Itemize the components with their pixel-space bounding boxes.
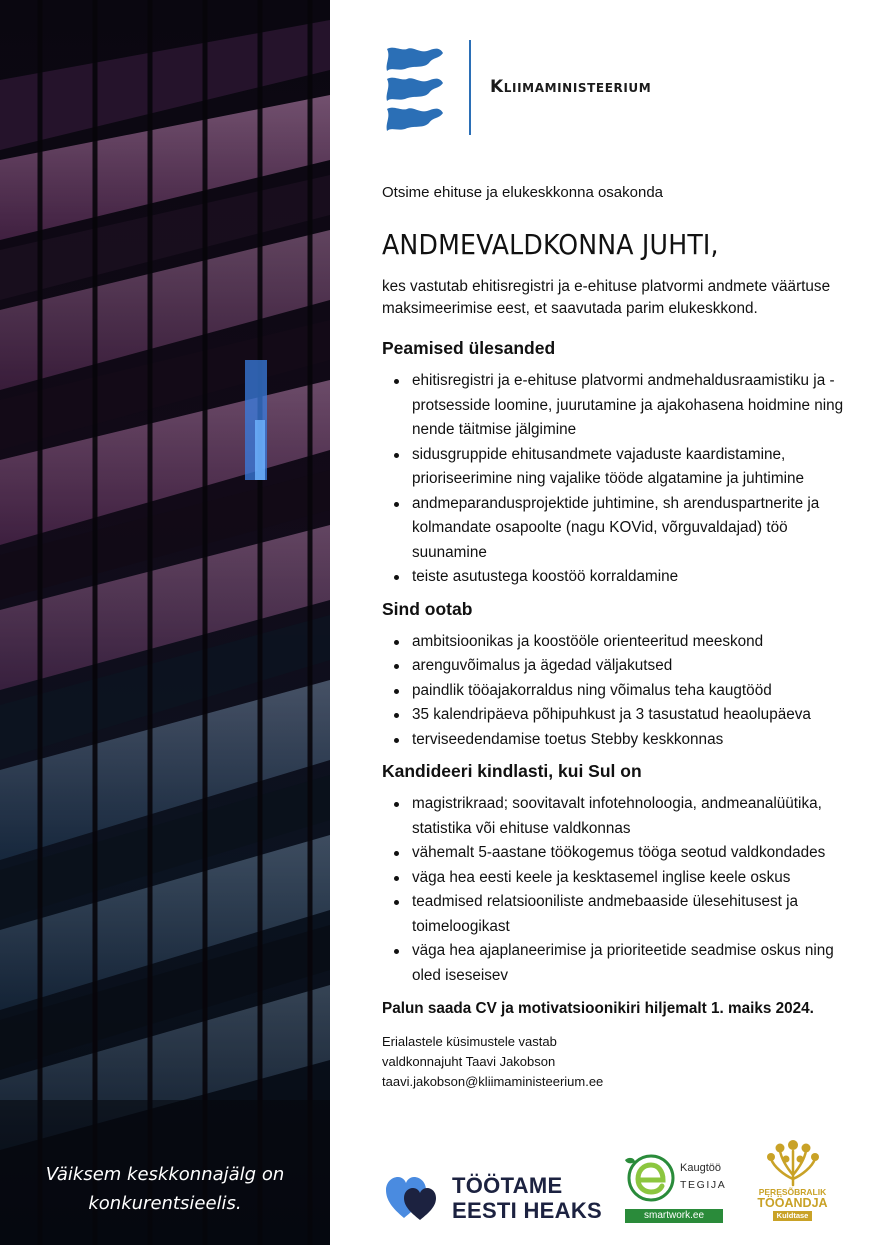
ttm-line-2: EESTI HEAKS bbox=[452, 1198, 602, 1223]
list-item: ehitisregistri ja e-ehituse platvormi andmehaldusraamistiku ja -protsesside loomine, juurutamine ja ajakohasena hoidmine ning nende täitmise jälgimine bbox=[382, 369, 852, 443]
list-item: andmeparandusprojektide juhtimine, sh arenduspartnerite ja kolmandate osapoolte (nagu KOVid, võrguvaldajad) töö suunamine bbox=[382, 492, 852, 566]
contact-email-link[interactable]: taavi.jakobson@kliimaministeerium.ee bbox=[382, 1074, 604, 1089]
job-ad bbox=[382, 182, 852, 1092]
section-heading-offer: Sind ootab bbox=[382, 598, 473, 619]
list-item: magistrikraad; soovitavalt infotehnoloogia, andmeanalüütika, statistika või ehituse valdkonnas bbox=[382, 792, 852, 841]
smartwork-line-1: Kaugtöö bbox=[680, 1162, 721, 1174]
list-item: sidusgruppide ehitusandmete vajaduste kaardistamine, prioriseerimine ning vajalike tööde algatamine ja juhtimine bbox=[382, 443, 852, 492]
contact-line-1: Erialastele küsimustele vastab bbox=[382, 1034, 557, 1049]
smartwork-site-link[interactable]: smartwork.ee bbox=[625, 1209, 723, 1223]
section-heading-requirements: Kandideeri kindlasti, kui Sul on bbox=[382, 761, 642, 781]
list-item: väga hea eesti keele ja kesktasemel inglise keele oskus bbox=[382, 866, 852, 891]
ministry-name: Kliimaministeerium bbox=[490, 77, 652, 97]
pere-line-2: TÖÖANDJA bbox=[757, 1196, 828, 1210]
contact-line-2: valdkonnajuht Taavi Jakobson bbox=[382, 1054, 556, 1069]
list-item: ambitsioonikas ja koostööle orienteeritud meeskond bbox=[382, 630, 852, 655]
list-item: 35 kalendripäeva põhipuhkust ja 3 tasustatud heaolupäeva bbox=[382, 703, 852, 728]
list-item: väga hea ajaplaneerimise ja prioriteetide seadmise oskus ning oled iseseisev bbox=[382, 939, 852, 988]
smartwork-line-2: TEGIJA bbox=[680, 1179, 727, 1191]
smartwork-text bbox=[680, 1160, 726, 1194]
pere-line-1: PERESÕBRALIK bbox=[758, 1187, 827, 1197]
lead-text: kes vastutab ehitisregistri ja e-ehituse platvormi andmete väärtuse maksimeerimise eest, et saavutada parim elukeskkond. bbox=[382, 278, 831, 317]
section-heading-tasks: Peamised ülesanded bbox=[382, 338, 556, 358]
list-item: terviseedendamise toetus Stebby keskkonnas bbox=[382, 728, 852, 753]
building-windows-illustration bbox=[0, 0, 330, 1245]
slogan-line-2: konkurentsieelis. bbox=[88, 1193, 242, 1214]
list-item: teadmised relatsiooniliste andmebaaside ülesehitusest ja toimeloogikast bbox=[382, 890, 852, 939]
peresobralik-text bbox=[755, 1187, 830, 1221]
list-item: arenguvõimalus ja ägedad väljakutsed bbox=[382, 654, 852, 679]
slogan bbox=[0, 1160, 330, 1218]
office-building-photo bbox=[0, 0, 330, 1245]
list-item: vähemalt 5-aastane töökogemus tööga seotud valdkondades bbox=[382, 841, 852, 866]
pere-badge: Kuldtase bbox=[773, 1211, 813, 1221]
job-title: ANDMEVALDKONNA JUHTI, bbox=[382, 228, 719, 261]
intro-text: Otsime ehituse ja elukeskkonna osakonda bbox=[382, 184, 664, 201]
offer-list bbox=[382, 630, 852, 753]
heart-logo-icon bbox=[386, 1174, 438, 1222]
tasks-list bbox=[382, 369, 852, 590]
application-deadline: Palun saada CV ja motivatsioonikiri hiljemalt 1. maiks 2024. bbox=[382, 1000, 814, 1017]
contact-block bbox=[382, 1032, 852, 1092]
tootame-eesti-heaks-logo bbox=[452, 1173, 602, 1223]
estonian-coat-of-arms-icon bbox=[383, 43, 447, 133]
slogan-line-1: Väiksem keskkonnajälg on bbox=[45, 1164, 285, 1185]
logo-divider bbox=[469, 40, 471, 135]
ttm-line-1: TÖÖTAME bbox=[452, 1173, 563, 1198]
requirements-list bbox=[382, 792, 852, 988]
list-item: paindlik tööajakorraldus ning võimalus teha kaugtööd bbox=[382, 679, 852, 704]
list-item: teiste asutustega koostöö korraldamine bbox=[382, 565, 852, 590]
